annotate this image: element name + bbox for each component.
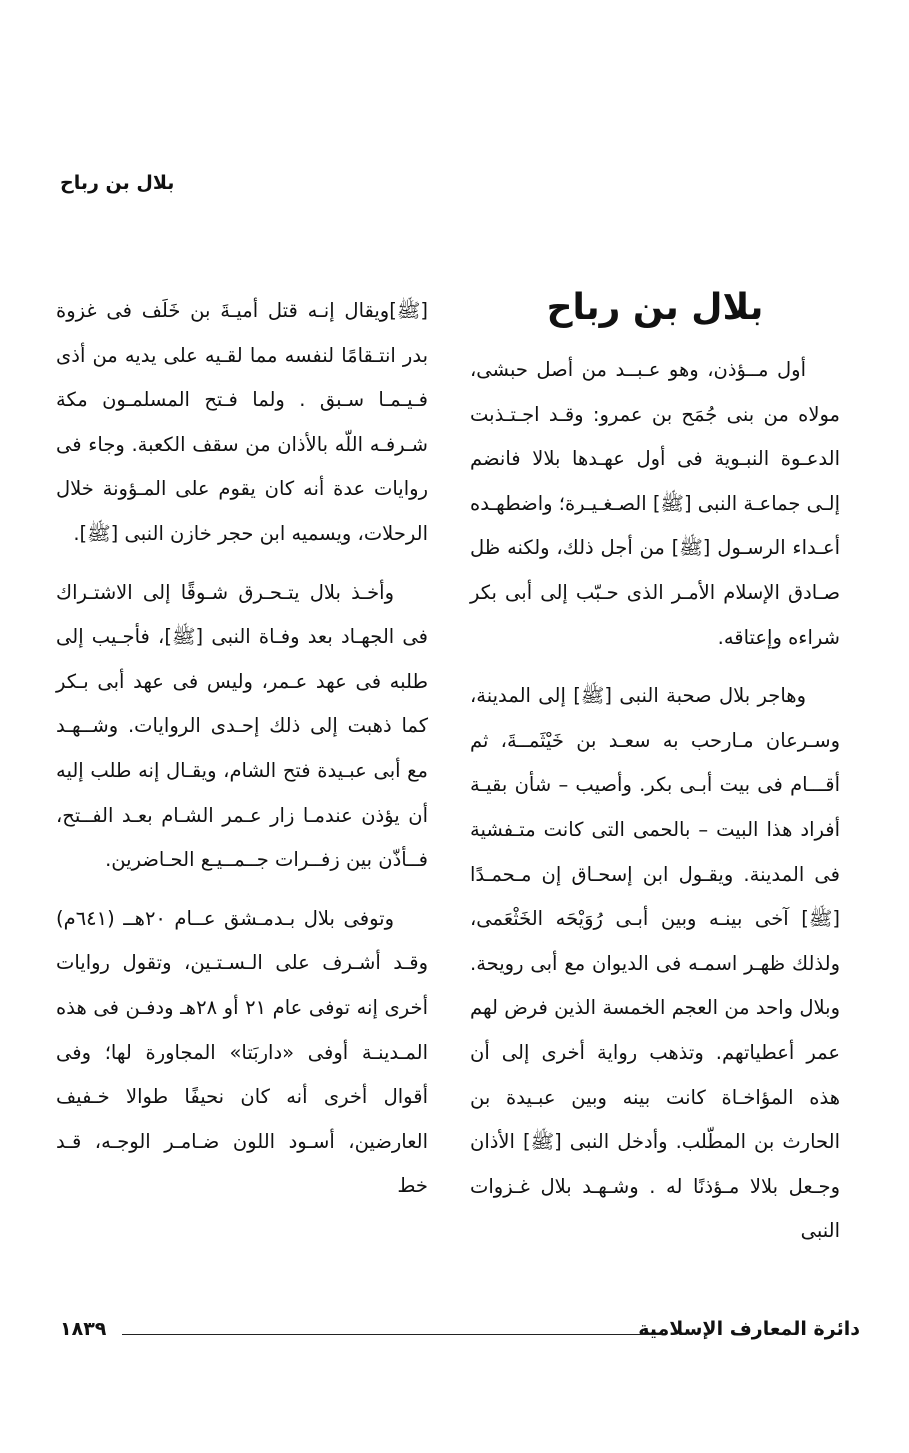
- paragraph: [ﷺ]ويقال إنـه قتل أميـةَ بن خَلَف فى غزوة بدر انتـقامًا لنفسه مما لقـيه على يديه من أذى فـيـمـا سـبق . ولما فـتح المسلمـون مكة شـرفـه اللّه بالأذان من سقف الكعبة. وجاء فى روايات عدة أنه كان يقوم على المـؤونة خلال الرحلات، ويسميه ابن حجر خازن النبى [ﷺ].: [56, 299, 428, 545]
- page-number: ١٨٣٩: [60, 1318, 107, 1340]
- left-text-column: [56, 289, 428, 1223]
- article-title: بلال بن رباح: [546, 287, 764, 328]
- running-header-title: بلال بن رباح: [60, 172, 175, 194]
- page-footer: [60, 1318, 860, 1348]
- paragraph: وهاجر بلال صحبة النبى [ﷺ] إلى المدينة، وسـرعان مـارحب به سعـد بن خَيْثَمــةَ، ثم أقـــام فى بيت أبـى بكر. وأصيب – شأن بقيـة أفراد هذا البيت – بالحمى التى كانت متـفشية فى المدينة. ويقـول ابن إسحـاق إن مـحمـدًا [ﷺ] آخى بينـه وبين أبـى رُوَيْحَه الخَثْعَمى، ولذلك ظهـر اسمـه فى الديوان مع أبى رويحة. وبلال واحد من العجم الخمسة الذين فرض لهم عمر أعطياتهم. وتذهب رواية أخرى إلى أن هذه المؤاخـاة كانت بينه وبين عبـيدة بن الحارث بن المطّلب. وأدخل النبى [ﷺ] الأذان وجـعل بلالا مـؤذنًا له . وشـهـد بلال غـزوات النبى: [470, 684, 840, 1243]
- right-text-column: [470, 280, 840, 1268]
- paragraph: وأخـذ بلال يتـحـرق شـوقًا إلى الاشتـراك فى الجهـاد بعد وفـاة النبى [ﷺ]، فأجـيب إلى طلبه فى عهد عـمر، وليس فى عهد أبى بـكر كما ذهبت إلى ذلك إحـدى الروايات. وشــهـد مع أبى عبـيدة فتح الشام، ويقـال إنه طلب إليه أن يؤذن عندمـا زار عـمر الشـام بعـد الفــتح، فــأذّن بين زفــرات جــمــيـع الحـاضرين.: [56, 580, 428, 872]
- paragraph: وتوفى بلال بـدمـشق عــام ٢٠هــ (٦٤١م) وقـد أشـرف على الـسـتـين، وتقول روايات أخرى إنه توفى عام ٢١ أو ٢٨هـ ودفـن فى هذه المـدينـة أوفى «داربَتا» المجاورة لها؛ وفى أقوال أخرى أنه كان نحيفًا طوالا خـفيف العارضين، أسـود اللون ضـامـر الوجـه، قـد خط: [56, 906, 428, 1198]
- footer-divider: [122, 1334, 662, 1335]
- paragraph: أول مــؤذن، وهو عـبــد من أصل حبشى، مولاه من بنى جُمَح بن عمرو: وقـد اجـتـذبت الدعـوة النبـوية فى أول عهـدها بلالا فانضم إلـى جماعـة النبى [ﷺ] الصـغـيـرة؛ واضطهـده أعـداء الرسـول [ﷺ] من أجل ذلك، ولكنه ظل صـادق الإسلام الأمـر الذى حـبّب إلى أبى بكر شراءه وإعتاقه.: [470, 358, 840, 649]
- footer-publication-title: دائرة المعارف الإسلامية: [638, 1318, 860, 1340]
